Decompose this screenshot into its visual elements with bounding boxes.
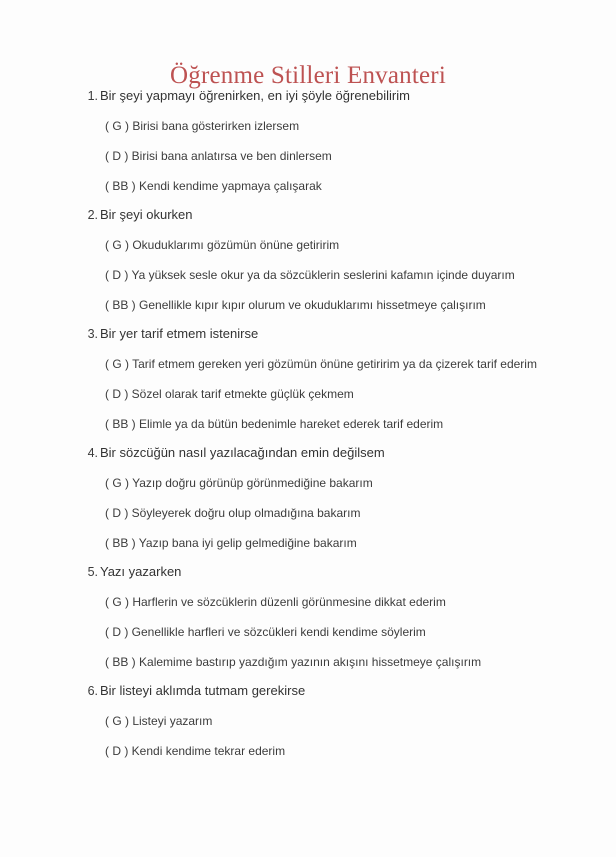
option-list xyxy=(0,117,616,196)
option-content xyxy=(105,625,426,639)
option-list xyxy=(0,355,616,434)
question-number: 2. xyxy=(87,208,98,222)
question-row xyxy=(0,681,616,701)
option-row[interactable] xyxy=(0,266,616,285)
option-content xyxy=(105,357,537,371)
option-text: Kendi kendime tekrar ederim xyxy=(131,744,286,758)
option-row[interactable] xyxy=(0,504,616,523)
option-text: Kendi kendime yapmaya çalışarak xyxy=(139,179,322,193)
option-content xyxy=(105,655,481,669)
option-content xyxy=(105,149,332,163)
option-tag: ( D ) xyxy=(105,268,129,282)
question-row xyxy=(0,86,616,106)
question-row xyxy=(0,443,616,463)
option-content xyxy=(105,744,285,758)
option-content xyxy=(105,387,354,401)
question-text: Bir yer tarif etmem istenirse xyxy=(100,326,259,341)
option-text: Listeyi yazarım xyxy=(132,714,213,728)
question-text: Bir sözcüğün nasıl yazılacağından emin değilsem xyxy=(100,445,385,460)
option-tag: ( G ) xyxy=(105,714,129,728)
option-text: Sözel olarak tarif etmekte güçlük çekmem xyxy=(131,387,354,401)
option-list xyxy=(0,712,616,761)
question-block xyxy=(0,86,616,196)
option-row[interactable] xyxy=(0,236,616,255)
option-row[interactable] xyxy=(0,415,616,434)
option-list xyxy=(0,474,616,553)
option-content xyxy=(105,298,486,312)
option-tag: ( BB ) xyxy=(105,179,136,193)
question-row xyxy=(0,324,616,344)
option-row[interactable] xyxy=(0,593,616,612)
option-content xyxy=(105,268,515,282)
question-text: Bir listeyi aklımda tutmam gerekirse xyxy=(100,683,306,698)
option-row[interactable] xyxy=(0,623,616,642)
option-row[interactable] xyxy=(0,474,616,493)
option-text: Genellikle kıpır kıpır olurum ve okuduklarımı hissetmeye çalışırım xyxy=(139,298,486,312)
question-number: 6. xyxy=(87,684,98,698)
option-tag: ( D ) xyxy=(105,625,129,639)
option-content xyxy=(105,714,212,728)
question-block xyxy=(0,443,616,553)
option-content xyxy=(105,179,322,193)
question-block xyxy=(0,681,616,761)
option-tag: ( G ) xyxy=(105,595,129,609)
option-tag: ( D ) xyxy=(105,744,129,758)
option-text: Okuduklarımı gözümün önüne getiririm xyxy=(132,238,340,252)
option-text: Yazıp doğru görünüp görünmediğine bakarım xyxy=(132,476,373,490)
option-text: Birisi bana anlatırsa ve ben dinlersem xyxy=(131,149,332,163)
option-text: Elimle ya da bütün bedenimle hareket ederek tarif ederim xyxy=(139,417,444,431)
option-content xyxy=(105,506,360,520)
option-tag: ( BB ) xyxy=(105,655,136,669)
question-row xyxy=(0,205,616,225)
option-text: Kalemime bastırıp yazdığım yazının akışını hissetmeye çalışırım xyxy=(139,655,482,669)
option-tag: ( G ) xyxy=(105,476,129,490)
option-tag: ( BB ) xyxy=(105,417,136,431)
option-text: Harflerin ve sözcüklerin düzenli görünmesine dikkat ederim xyxy=(132,595,446,609)
option-content xyxy=(105,536,357,550)
option-row[interactable] xyxy=(0,117,616,136)
option-content xyxy=(105,119,299,133)
question-block xyxy=(0,562,616,672)
option-tag: ( D ) xyxy=(105,506,129,520)
question-number: 1. xyxy=(87,89,98,103)
question-list xyxy=(0,86,616,770)
option-content xyxy=(105,476,373,490)
question-text: Bir şeyi yapmayı öğrenirken, en iyi şöyle öğrenebilirim xyxy=(100,88,410,103)
option-tag: ( D ) xyxy=(105,149,129,163)
page-title: Öğrenme Stilleri Envanteri xyxy=(170,61,446,89)
question-number: 5. xyxy=(87,565,98,579)
question-block xyxy=(0,205,616,315)
question-number: 3. xyxy=(87,327,98,341)
option-row[interactable] xyxy=(0,712,616,731)
option-content xyxy=(105,595,446,609)
option-content xyxy=(105,238,339,252)
option-tag: ( BB ) xyxy=(105,536,136,550)
option-row[interactable] xyxy=(0,355,616,374)
option-text: Yazıp bana iyi gelip gelmediğine bakarım xyxy=(138,536,357,550)
option-tag: ( G ) xyxy=(105,119,129,133)
option-row[interactable] xyxy=(0,653,616,672)
option-row[interactable] xyxy=(0,296,616,315)
option-row[interactable] xyxy=(0,742,616,761)
option-row[interactable] xyxy=(0,177,616,196)
question-text: Yazı yazarken xyxy=(100,564,182,579)
option-text: Söyleyerek doğru olup olmadığına bakarım xyxy=(131,506,361,520)
option-row[interactable] xyxy=(0,385,616,404)
option-list xyxy=(0,593,616,672)
option-text: Ya yüksek sesle okur ya da sözcüklerin seslerini kafamın içinde duyarım xyxy=(131,268,515,282)
option-text: Genellikle harfleri ve sözcükleri kendi kendime söylerim xyxy=(131,625,426,639)
option-tag: ( BB ) xyxy=(105,298,136,312)
option-tag: ( G ) xyxy=(105,357,129,371)
option-tag: ( D ) xyxy=(105,387,129,401)
option-tag: ( G ) xyxy=(105,238,129,252)
option-list xyxy=(0,236,616,315)
option-text: Tarif etmem gereken yeri gözümün önüne getiririm ya da çizerek tarif ederim xyxy=(132,357,537,371)
option-content xyxy=(105,417,443,431)
question-row xyxy=(0,562,616,582)
question-number: 4. xyxy=(87,446,98,460)
option-text: Birisi bana gösterirken izlersem xyxy=(132,119,300,133)
option-row[interactable] xyxy=(0,147,616,166)
option-row[interactable] xyxy=(0,534,616,553)
question-text: Bir şeyi okurken xyxy=(100,207,193,222)
question-block xyxy=(0,324,616,434)
